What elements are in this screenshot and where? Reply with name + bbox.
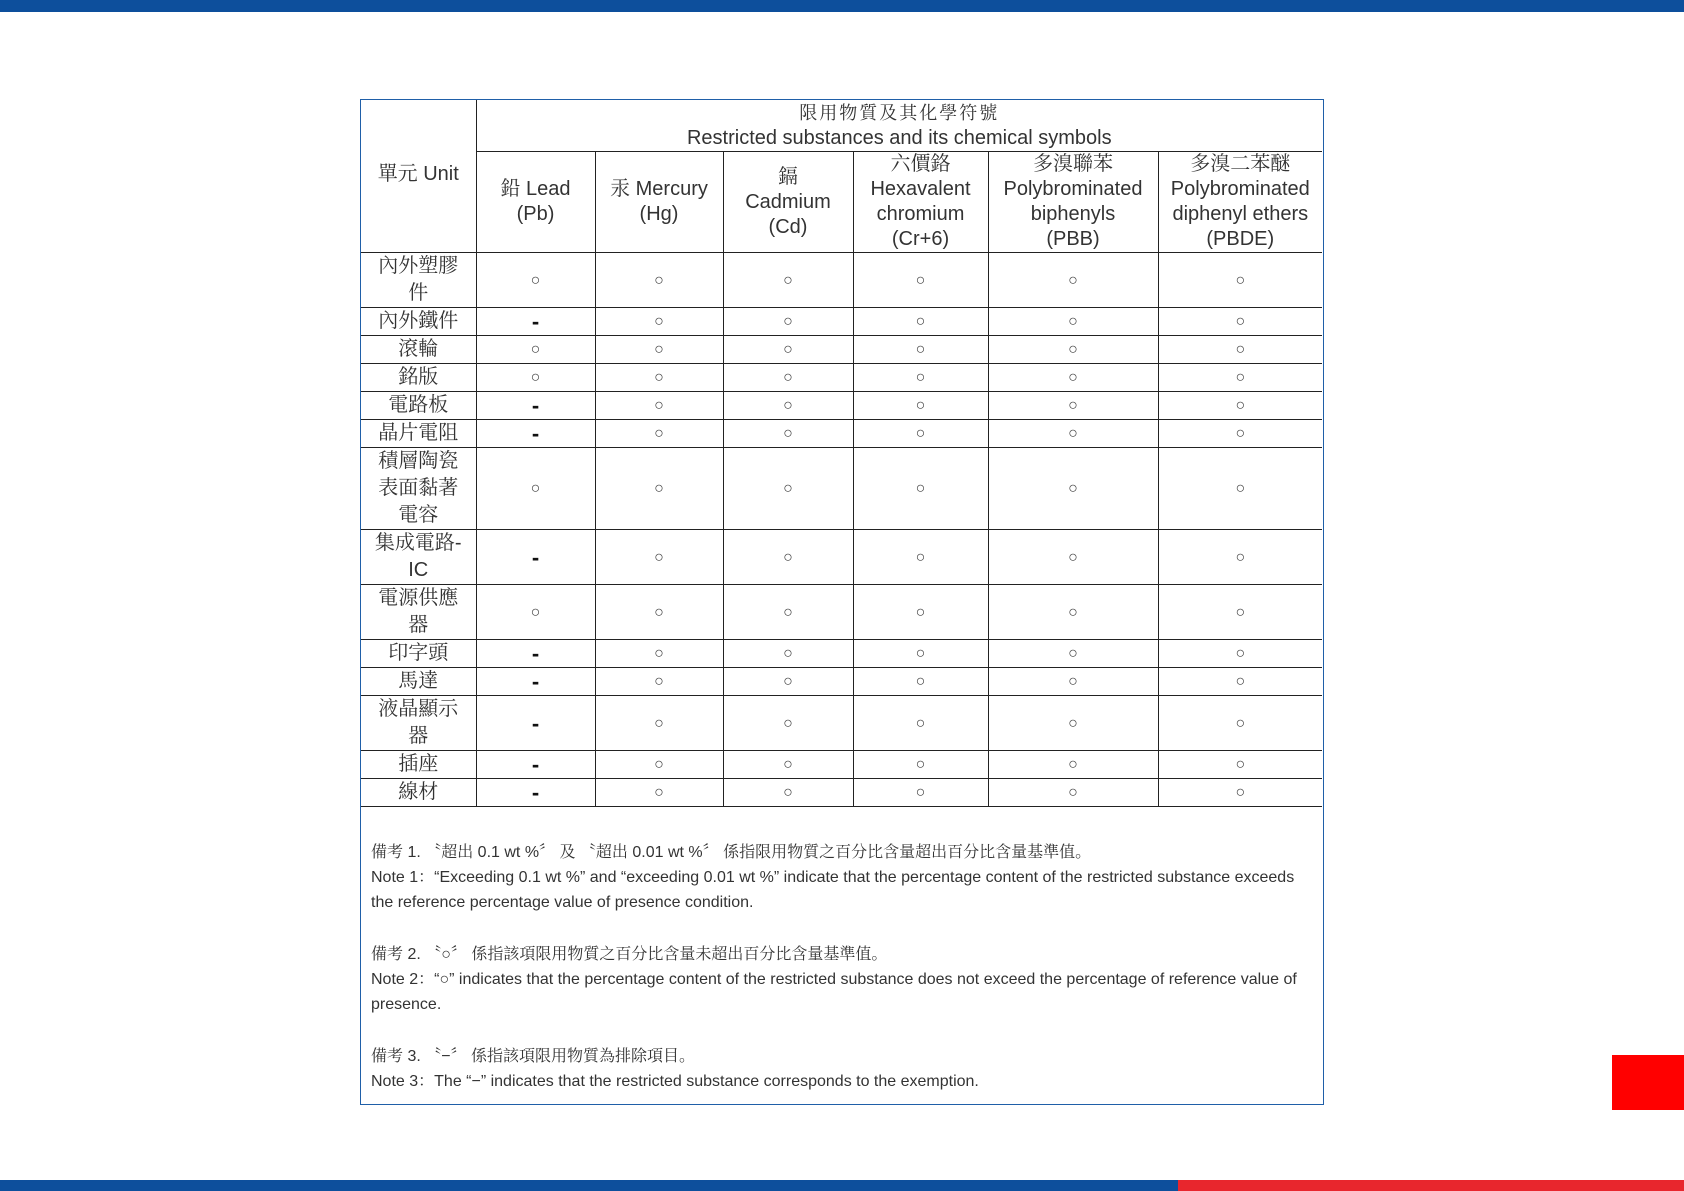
substance-mark-pbb: ○ bbox=[988, 253, 1158, 308]
part-name-line: 滾輪 bbox=[398, 338, 439, 360]
substance-mark-pbb: ○ bbox=[988, 668, 1158, 696]
bottom-bar-blue bbox=[0, 1180, 1178, 1191]
substance-mark-lead: ○ bbox=[476, 253, 595, 308]
column-header-pbde bbox=[1158, 152, 1322, 253]
note-en: Note 1：“Exceeding 0.1 wt %” and “exceeding 0.01 wt %” indicate that the percentage content of the restricted substance exceeds the reference percentage value of presence condition. bbox=[371, 869, 1295, 911]
column-header-line: 多溴聯苯 bbox=[1033, 153, 1113, 175]
substance-mark-hexavalent-chromium: ○ bbox=[853, 364, 988, 392]
part-name-cell bbox=[361, 779, 476, 807]
substance-mark-hexavalent-chromium: ○ bbox=[853, 308, 988, 336]
substance-mark-mercury: ○ bbox=[595, 751, 723, 779]
column-header-line: Polybrominated bbox=[1170, 178, 1310, 200]
part-name-cell bbox=[361, 364, 476, 392]
part-name-line: 印字頭 bbox=[388, 642, 449, 664]
substance-mark-lead: - bbox=[476, 640, 595, 668]
restricted-substances-table bbox=[361, 100, 1322, 807]
substance-mark-mercury: ○ bbox=[595, 392, 723, 420]
substance-mark-cadmium: ○ bbox=[723, 448, 853, 530]
substance-mark-lead: ○ bbox=[476, 448, 595, 530]
substance-mark-mercury: ○ bbox=[595, 530, 723, 585]
note-en: Note 3：The “−” indicates that the restricted substance corresponds to the exemption. bbox=[371, 1073, 979, 1090]
substance-mark-pbb: ○ bbox=[988, 530, 1158, 585]
table-row bbox=[361, 668, 1322, 696]
substance-mark-cadmium: ○ bbox=[723, 336, 853, 364]
substance-mark-pbde: ○ bbox=[1158, 336, 1322, 364]
substance-mark-cadmium: ○ bbox=[723, 364, 853, 392]
column-header-lead bbox=[476, 152, 595, 253]
table-body bbox=[361, 253, 1322, 807]
note-en: Note 2：“○” indicates that the percentage content of the restricted substance does not exceed the percentage of reference value of presence. bbox=[371, 971, 1297, 1013]
substance-mark-pbde: ○ bbox=[1158, 253, 1322, 308]
part-name-cell bbox=[361, 420, 476, 448]
column-header-line: (Hg) bbox=[639, 203, 679, 225]
part-name-cell bbox=[361, 448, 476, 530]
substance-mark-cadmium: ○ bbox=[723, 668, 853, 696]
column-header-line: 六價鉻 bbox=[890, 153, 951, 175]
substance-mark-pbde: ○ bbox=[1158, 668, 1322, 696]
substance-mark-pbb: ○ bbox=[988, 392, 1158, 420]
substances-header-en: Restricted substances and its chemical symbols bbox=[686, 127, 1112, 149]
substance-mark-cadmium: ○ bbox=[723, 751, 853, 779]
substance-mark-hexavalent-chromium: ○ bbox=[853, 448, 988, 530]
part-name-cell bbox=[361, 392, 476, 420]
part-name-cell bbox=[361, 308, 476, 336]
substance-mark-cadmium: ○ bbox=[723, 585, 853, 640]
column-header-line: Hexavalent bbox=[870, 178, 971, 200]
substance-mark-mercury: ○ bbox=[595, 364, 723, 392]
substance-mark-pbde: ○ bbox=[1158, 640, 1322, 668]
column-header-line: 多溴二苯醚 bbox=[1190, 153, 1291, 175]
part-name-line: 表面黏著 bbox=[378, 477, 459, 499]
bottom-bar-red bbox=[1178, 1180, 1684, 1191]
substance-mark-pbb: ○ bbox=[988, 336, 1158, 364]
column-header-cadmium bbox=[723, 152, 853, 253]
substance-mark-lead: - bbox=[476, 668, 595, 696]
column-header-line: 汞 Mercury bbox=[610, 178, 708, 200]
substances-header bbox=[476, 100, 1322, 152]
column-header-line: 鉛 Lead bbox=[500, 178, 571, 200]
part-name-line: IC bbox=[408, 559, 429, 581]
part-name-cell bbox=[361, 751, 476, 779]
column-header-line: Polybrominated bbox=[1003, 178, 1143, 200]
part-name-line: 集成電路- bbox=[374, 532, 462, 554]
part-name-cell bbox=[361, 585, 476, 640]
notes-section bbox=[371, 840, 1311, 1121]
substance-mark-cadmium: ○ bbox=[723, 640, 853, 668]
substance-mark-cadmium: ○ bbox=[723, 308, 853, 336]
substance-mark-pbde: ○ bbox=[1158, 530, 1322, 585]
substance-mark-pbde: ○ bbox=[1158, 696, 1322, 751]
substance-mark-pbb: ○ bbox=[988, 779, 1158, 807]
column-header-line: (PBDE) bbox=[1206, 228, 1275, 250]
substance-mark-lead: - bbox=[476, 420, 595, 448]
substance-mark-pbde: ○ bbox=[1158, 392, 1322, 420]
part-name-line: 電容 bbox=[398, 504, 439, 526]
column-header-pbb bbox=[988, 152, 1158, 253]
substance-mark-mercury: ○ bbox=[595, 420, 723, 448]
substance-mark-mercury: ○ bbox=[595, 585, 723, 640]
part-name-line: 插座 bbox=[398, 753, 439, 775]
substance-mark-pbb: ○ bbox=[988, 420, 1158, 448]
column-header-line: (Cd) bbox=[768, 215, 808, 238]
rohs-document bbox=[360, 99, 1324, 1105]
substance-mark-hexavalent-chromium: ○ bbox=[853, 336, 988, 364]
substance-mark-hexavalent-chromium: ○ bbox=[853, 779, 988, 807]
note-2 bbox=[371, 942, 1311, 1017]
unit-header: 單元 Unit bbox=[361, 100, 476, 253]
note-1 bbox=[371, 840, 1311, 915]
substance-mark-pbde: ○ bbox=[1158, 420, 1322, 448]
substance-mark-lead: ○ bbox=[476, 364, 595, 392]
substance-mark-cadmium: ○ bbox=[723, 530, 853, 585]
column-header-hexavalent-chromium bbox=[853, 152, 988, 253]
part-name-line: 器 bbox=[408, 725, 429, 747]
part-name-line: 電源供應 bbox=[378, 587, 459, 609]
table-row bbox=[361, 253, 1322, 308]
note-zh: 備考 2. 〝○〞 係指該項限用物質之百分比含量未超出百分比含量基準值。 bbox=[371, 946, 888, 963]
column-header-line: (PBB) bbox=[1046, 228, 1100, 250]
substance-mark-pbb: ○ bbox=[988, 585, 1158, 640]
substance-mark-cadmium: ○ bbox=[723, 392, 853, 420]
column-header-row bbox=[361, 152, 1322, 253]
column-header-mercury bbox=[595, 152, 723, 253]
part-name-line: 馬達 bbox=[398, 670, 439, 692]
part-name-line: 晶片電阻 bbox=[378, 422, 459, 444]
table-row bbox=[361, 448, 1322, 530]
table-row bbox=[361, 392, 1322, 420]
substance-mark-lead: - bbox=[476, 779, 595, 807]
substance-mark-hexavalent-chromium: ○ bbox=[853, 420, 988, 448]
part-name-line: 件 bbox=[408, 282, 429, 304]
substance-mark-pbb: ○ bbox=[988, 696, 1158, 751]
substance-mark-lead: - bbox=[476, 696, 595, 751]
part-name-cell bbox=[361, 530, 476, 585]
table-row bbox=[361, 751, 1322, 779]
substance-mark-pbb: ○ bbox=[988, 448, 1158, 530]
part-name-cell bbox=[361, 253, 476, 308]
substance-mark-pbb: ○ bbox=[988, 640, 1158, 668]
part-name-line: 液晶顯示 bbox=[378, 698, 459, 720]
part-name-cell bbox=[361, 668, 476, 696]
table-row bbox=[361, 364, 1322, 392]
substance-mark-cadmium: ○ bbox=[723, 420, 853, 448]
substance-mark-lead: ○ bbox=[476, 585, 595, 640]
table-row bbox=[361, 585, 1322, 640]
substance-mark-hexavalent-chromium: ○ bbox=[853, 392, 988, 420]
column-header-line: (Cr+6) bbox=[891, 228, 950, 250]
part-name-line: 銘版 bbox=[398, 366, 439, 388]
substance-mark-pbde: ○ bbox=[1158, 364, 1322, 392]
substance-mark-mercury: ○ bbox=[595, 448, 723, 530]
table-row bbox=[361, 696, 1322, 751]
substance-mark-lead: ○ bbox=[476, 336, 595, 364]
column-header-line: chromium bbox=[876, 203, 965, 225]
substance-mark-mercury: ○ bbox=[595, 696, 723, 751]
table-row bbox=[361, 420, 1322, 448]
part-name-cell bbox=[361, 640, 476, 668]
part-name-line: 內外鐵件 bbox=[378, 310, 459, 332]
substance-mark-hexavalent-chromium: ○ bbox=[853, 751, 988, 779]
part-name-line: 器 bbox=[408, 614, 429, 636]
substance-mark-mercury: ○ bbox=[595, 668, 723, 696]
substance-mark-lead: - bbox=[476, 308, 595, 336]
substance-mark-pbde: ○ bbox=[1158, 585, 1322, 640]
substance-mark-mercury: ○ bbox=[595, 640, 723, 668]
substance-mark-cadmium: ○ bbox=[723, 696, 853, 751]
substance-mark-pbde: ○ bbox=[1158, 308, 1322, 336]
part-name-line: 積層陶瓷 bbox=[378, 450, 459, 472]
substance-mark-pbde: ○ bbox=[1158, 448, 1322, 530]
column-header-line: Cadmium bbox=[745, 190, 831, 213]
part-name-cell bbox=[361, 336, 476, 364]
table-row bbox=[361, 640, 1322, 668]
table-row bbox=[361, 336, 1322, 364]
substance-mark-pbde: ○ bbox=[1158, 779, 1322, 807]
substance-mark-lead: - bbox=[476, 751, 595, 779]
substance-mark-mercury: ○ bbox=[595, 308, 723, 336]
substance-mark-hexavalent-chromium: ○ bbox=[853, 530, 988, 585]
part-name-line: 電路板 bbox=[388, 394, 449, 416]
substance-mark-pbb: ○ bbox=[988, 751, 1158, 779]
substance-mark-hexavalent-chromium: ○ bbox=[853, 585, 988, 640]
red-corner-tab bbox=[1612, 1055, 1684, 1110]
substance-mark-lead: - bbox=[476, 530, 595, 585]
substance-mark-pbb: ○ bbox=[988, 364, 1158, 392]
substance-mark-pbde: ○ bbox=[1158, 751, 1322, 779]
substance-mark-hexavalent-chromium: ○ bbox=[853, 253, 988, 308]
substance-mark-pbb: ○ bbox=[988, 308, 1158, 336]
substance-mark-hexavalent-chromium: ○ bbox=[853, 640, 988, 668]
table-row bbox=[361, 308, 1322, 336]
substance-mark-cadmium: ○ bbox=[723, 779, 853, 807]
substance-mark-cadmium: ○ bbox=[723, 253, 853, 308]
substance-mark-lead: - bbox=[476, 392, 595, 420]
column-header-line: (Pb) bbox=[516, 203, 555, 225]
note-3 bbox=[371, 1044, 1311, 1094]
substance-mark-mercury: ○ bbox=[595, 336, 723, 364]
substance-mark-mercury: ○ bbox=[595, 253, 723, 308]
substance-mark-hexavalent-chromium: ○ bbox=[853, 668, 988, 696]
note-zh: 備考 1. 〝超出 0.1 wt %〞 及 〝超出 0.01 wt %〞 係指限用物質之百分比含量超出百分比含量基準值。 bbox=[371, 844, 1092, 861]
part-name-cell bbox=[361, 696, 476, 751]
part-name-line: 線材 bbox=[398, 781, 439, 803]
column-header-line: biphenyls bbox=[1030, 203, 1116, 225]
part-name-line: 內外塑膠 bbox=[378, 255, 459, 277]
column-header-line: 鎘 bbox=[778, 165, 798, 188]
substances-header-zh: 限用物質及其化學符號 bbox=[799, 103, 1000, 123]
column-header-line: diphenyl ethers bbox=[1172, 203, 1309, 225]
substance-mark-mercury: ○ bbox=[595, 779, 723, 807]
top-brand-bar bbox=[0, 0, 1684, 12]
table-row bbox=[361, 530, 1322, 585]
note-zh: 備考 3. 〝−〞 係指該項限用物質為排除項目。 bbox=[371, 1048, 696, 1065]
table-row bbox=[361, 779, 1322, 807]
substance-mark-hexavalent-chromium: ○ bbox=[853, 696, 988, 751]
